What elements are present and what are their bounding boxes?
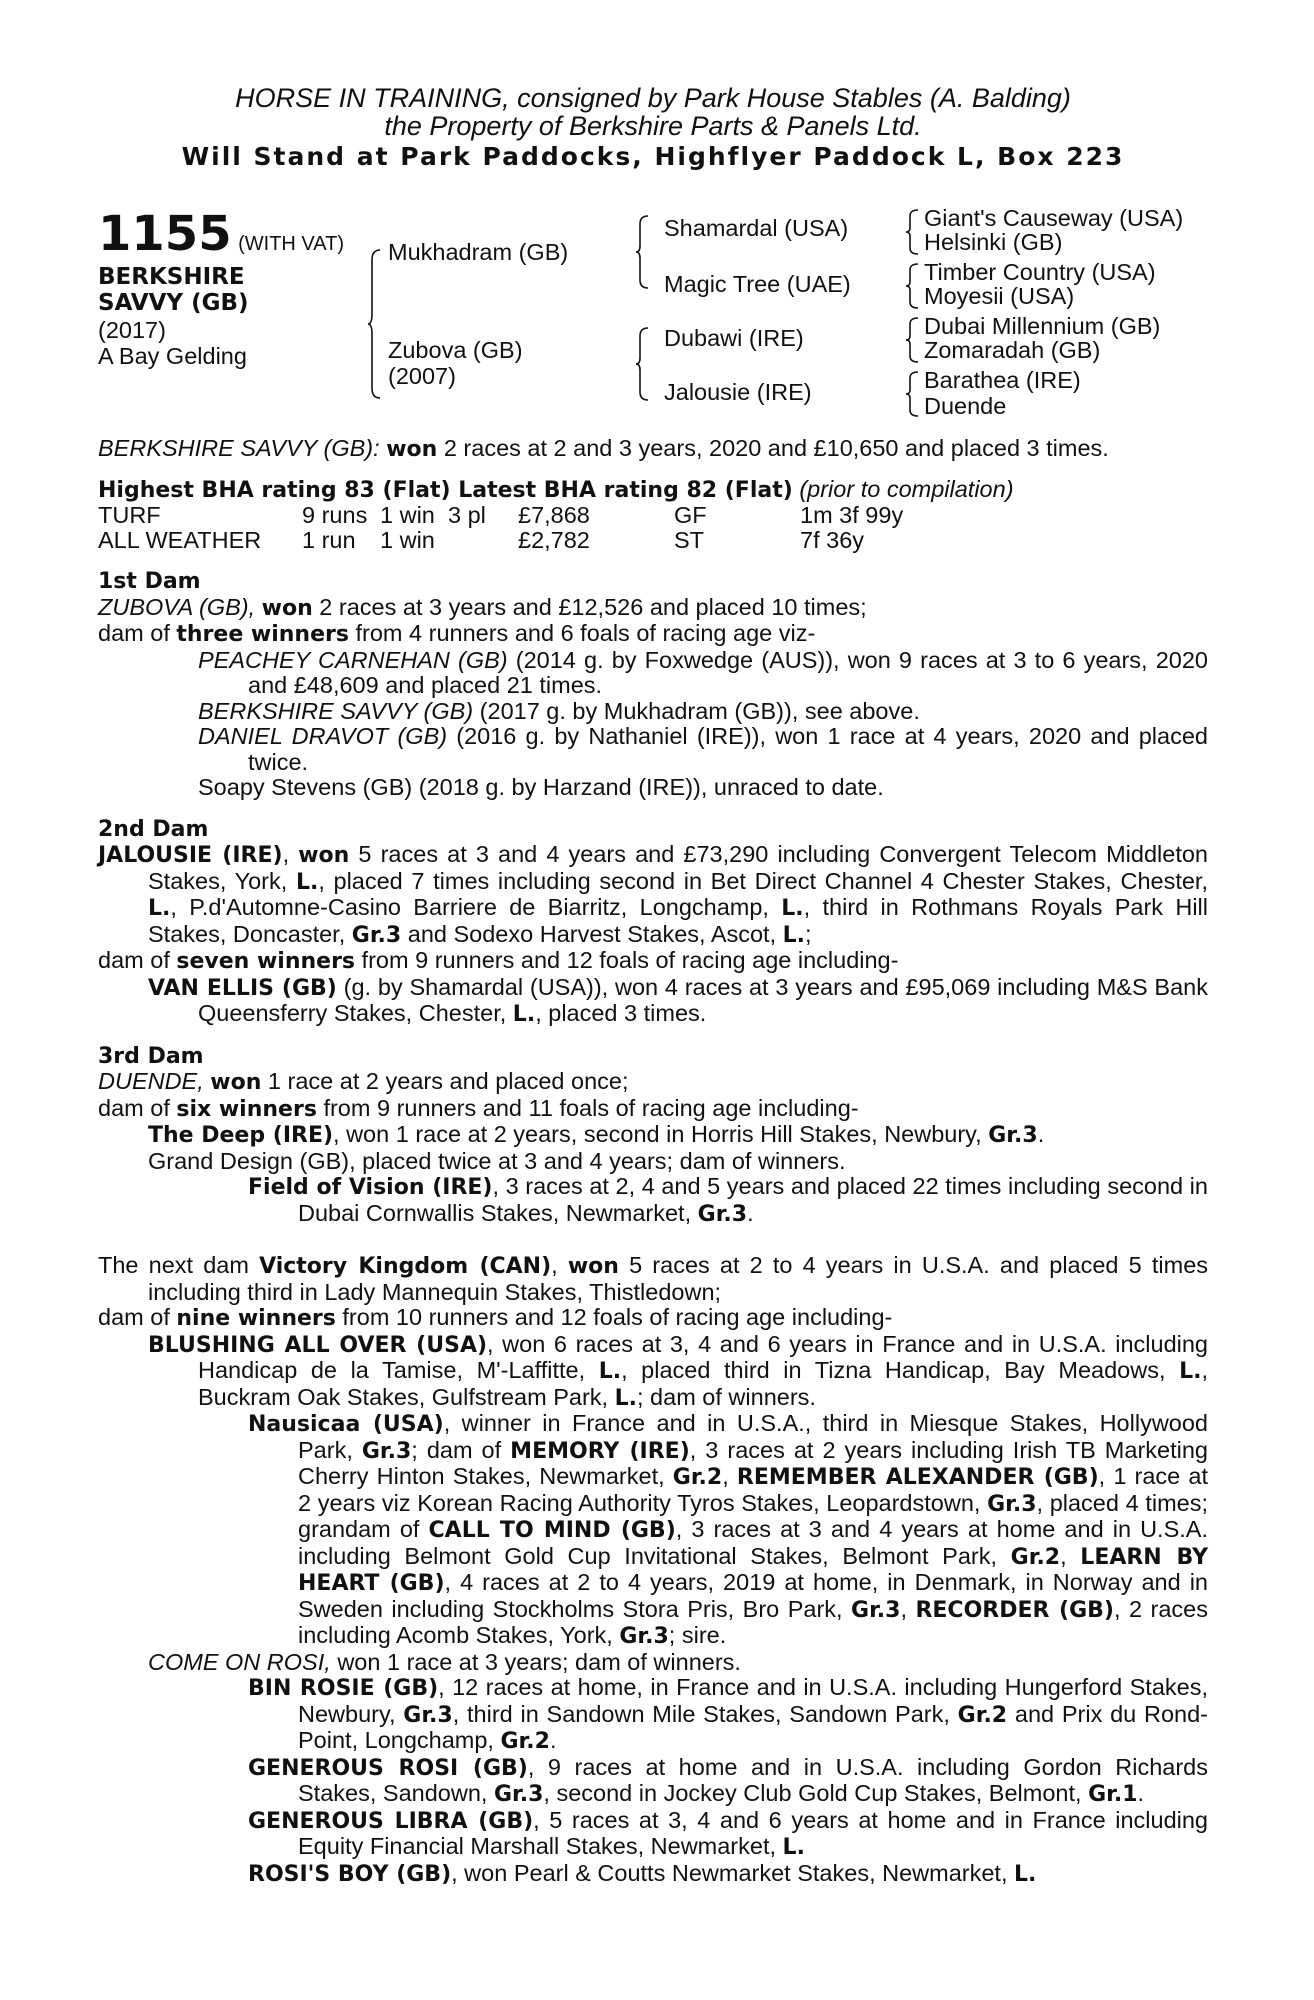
pedigree-block [98,205,1208,430]
ratings-note: (prior to compilation) [799,475,1014,502]
header-consignor: HORSE IN TRAINING, consigned by Park House Stables (A. Balding) [235,83,1071,113]
list-item: Field of Vision (IRE), 3 races at 2, 4 and 5 years and placed 22 times including second in Dubai Cornwallis Stakes, Newmarket, Gr.3. [248,1173,1208,1227]
race-record-table [98,503,903,553]
header-owner: the Property of Berkshire Parts & Panels Ltd. [384,111,922,141]
horse-name-line1: BERKSHIRE [98,264,245,290]
list-item: The Deep (IRE), won 1 race at 2 years, second in Horris Hill Stakes, Newbury, Gr.3. [148,1121,1045,1148]
pedigree-ds-sire: Dubai Millennium (GB) [924,313,1161,339]
ratings-line [98,477,1208,504]
sire-dam-bracket [368,248,382,400]
list-item: PEACHEY CARNEHAN (GB) (2014 g. by Foxwedge (AUS)), won 9 races at 3 to 6 years, 2020 and £48,609 and placed 21 times. [198,646,1208,698]
pedigree-sd-dam: Moyesii (USA) [924,283,1075,309]
third-dam-produce: dam of six winners from 9 runners and 11 foals of racing age including- [98,1094,859,1122]
pedigree-dd-dam: Duende [924,393,1007,419]
list-item: COME ON ROSI, won 1 race at 3 years; dam of winners. [148,1648,741,1675]
race-summary: BERKSHIRE SAVVY (GB): won 2 races at 2 and 3 years, 2020 and £10,650 and placed 3 times. [98,435,1109,462]
horse-name-line2: SAVVY (GB) [98,290,249,316]
dd-parents-bracket [906,370,920,418]
pedigree-ss-sire: Giant's Causeway (USA) [924,205,1184,231]
list-item: VAN ELLIS (GB) (g. by Shamardal (USA)), won 4 races at 3 years and £95,069 including M&S Bank Queensferry Stakes, Chester, L., placed 3 times. [148,973,1208,1027]
list-item: BERKSHIRE SAVVY (GB) (2017 g. by Mukhadram (GB)), see above. [198,697,920,724]
pedigree-sire-dam: Magic Tree (UAE) [664,271,851,297]
pedigree-sire: Mukhadram (GB) [388,239,569,265]
sire-parents-bracket [636,214,650,290]
horse-year: (2017) [98,317,166,343]
catalogue-page [98,84,1208,1887]
first-dam-produce: dam of three winners from 4 runners and 6 foals of racing age viz- [98,620,816,647]
list-item: GENEROUS LIBRA (GB), 5 races at 3, 4 and 6 years at home and in France including Equity Financial Marshall Stakes, Newmarket, L. [248,1806,1208,1860]
pedigree-dam: Zubova (GB) [388,337,523,363]
list-item: ROSI'S BOY (GB), won Pearl & Coutts Newmarket Stakes, Newmarket, L. [248,1859,1037,1887]
table-row: ALL WEATHER 1 run 1 win £2,782 ST 7f 36y [98,527,865,553]
list-item: Soapy Stevens (GB) (2018 g. by Harzand (IRE)), unraced to date. [198,774,884,800]
pedigree-dam-dam: Jalousie (IRE) [664,379,812,405]
page-header [98,84,1208,174]
horse-description: A Bay Gelding [98,343,247,369]
list-item: BIN ROSIE (GB), 12 races at home, in France and in U.S.A. including Hungerford Stakes, Newbury, Gr.3, third in Sandown Mile Stakes, Sandown Park, Gr.2 and Prix du Rond-Point, Longchamp, Gr.2. [248,1674,1208,1754]
list-item: Nausicaa (USA), winner in France and in U.S.A., third in Miesque Stakes, Hollywood Park, Gr.3; dam of MEMORY (IRE), 3 races at 2 years including Irish TB Marketing Cherry Hinton Stakes, Newmarket, Gr.2, REMEMBER ALEXANDER (GB), 1 race at 2 years viz Korean Racing Authority Tyros Stakes, Leopardstown, Gr.3, placed 4 times; grandam of CALL TO MIND (GB), 3 races at 3 and 4 years at home and in U.S.A. including Belmont Gold Cup Invitational Stakes, Belmont Park, Gr.2, LEARN BY HEART (GB), 4 races at 2 to 4 years, 2019 at home, in Denmark, in Norway and in Sweden including Stockholms Stora Pris, Bro Park, Gr.3, RECORDER (GB), 2 races including Acomb Stakes, York, Gr.3; sire. [248,1410,1209,1649]
pedigree-dam-year: (2007) [388,363,456,389]
pedigree-sire-sire: Shamardal (USA) [664,215,849,241]
ds-parents-bracket [906,316,920,364]
pedigree-ss-dam: Helsinki (GB) [924,229,1063,255]
dam-parents-bracket [636,326,650,402]
third-dam-heading: 3rd Dam [98,1043,204,1069]
pedigree-ds-dam: Zomaradah (GB) [924,337,1101,363]
ss-parents-bracket [906,208,920,256]
lot-number: 1155 [98,206,232,262]
lot-vat: (WITH VAT) [238,233,345,255]
first-dam-record: ZUBOVA (GB), won 2 races at 3 years and £12,526 and placed 10 times; [98,593,867,621]
lot-line [98,208,344,260]
list-item: Grand Design (GB), placed twice at 3 and 4 years; dam of winners. [148,1147,846,1174]
table-row: TURF 9 runs 1 win 3 pl £7,868 GF 1m 3f 99y [98,502,904,528]
first-dam-heading: 1st Dam [98,569,201,594]
second-dam-heading: 2nd Dam [98,816,209,842]
third-dam-record: DUENDE, won 1 race at 2 years and placed once; [98,1068,629,1095]
pedigree-dd-sire: Barathea (IRE) [924,367,1081,393]
second-dam-produce: dam of seven winners from 9 runners and 12 foals of racing age including- [98,947,899,974]
next-dam-produce: dam of nine winners from 10 runners and 12 foals of racing age including- [98,1304,893,1331]
list-item: GENEROUS ROSI (GB), 9 races at home and in U.S.A. including Gordon Richards Stakes, Sandown, Gr.3, second in Jockey Club Gold Cup Stakes, Belmont, Gr.1. [248,1753,1209,1807]
bha-ratings: Highest BHA rating 83 (Flat) Latest BHA rating 82 (Flat) [98,477,793,503]
pedigree-dam-sire: Dubawi (IRE) [664,325,804,351]
sd-parents-bracket [906,262,920,310]
header-location: Will Stand at Park Paddocks, Highflyer Paddock L, Box 223 [181,142,1125,171]
next-dam-record: The next dam Victory Kingdom (CAN), won 5 races at 2 to 4 years in U.S.A. and placed 5 times including third in Lady Mannequin Stakes, Thistledown; [98,1252,1209,1305]
list-item: BLUSHING ALL OVER (USA), won 6 races at 3, 4 and 6 years in France and in U.S.A. including Handicap de la Tamise, M'-Laffitte, L., placed third in Tizna Handicap, Bay Meadows, L., Buckram Oak Stakes, Gulfstream Park, L.; dam of winners. [148,1330,1208,1411]
pedigree-sd-sire: Timber Country (USA) [924,259,1156,285]
second-dam-record: JALOUSIE (IRE), won 5 races at 3 and 4 years and £73,290 including Convergent Telecom Middleton Stakes, York, L., placed 7 times including second in Bet Direct Channel 4 Chester Stakes, Chester, L., P.d'Automne-Casino Barriere de Biarritz, Longchamp, L., third in Rothmans Royals Park Hill Stakes, Doncaster, Gr.3 and Sodexo Harvest Stakes, Ascot, L.; [98,841,1208,948]
list-item: DANIEL DRAVOT (GB) (2016 g. by Nathaniel (IRE)), won 1 race at 4 years, 2020 and placed twice. [198,723,1208,775]
